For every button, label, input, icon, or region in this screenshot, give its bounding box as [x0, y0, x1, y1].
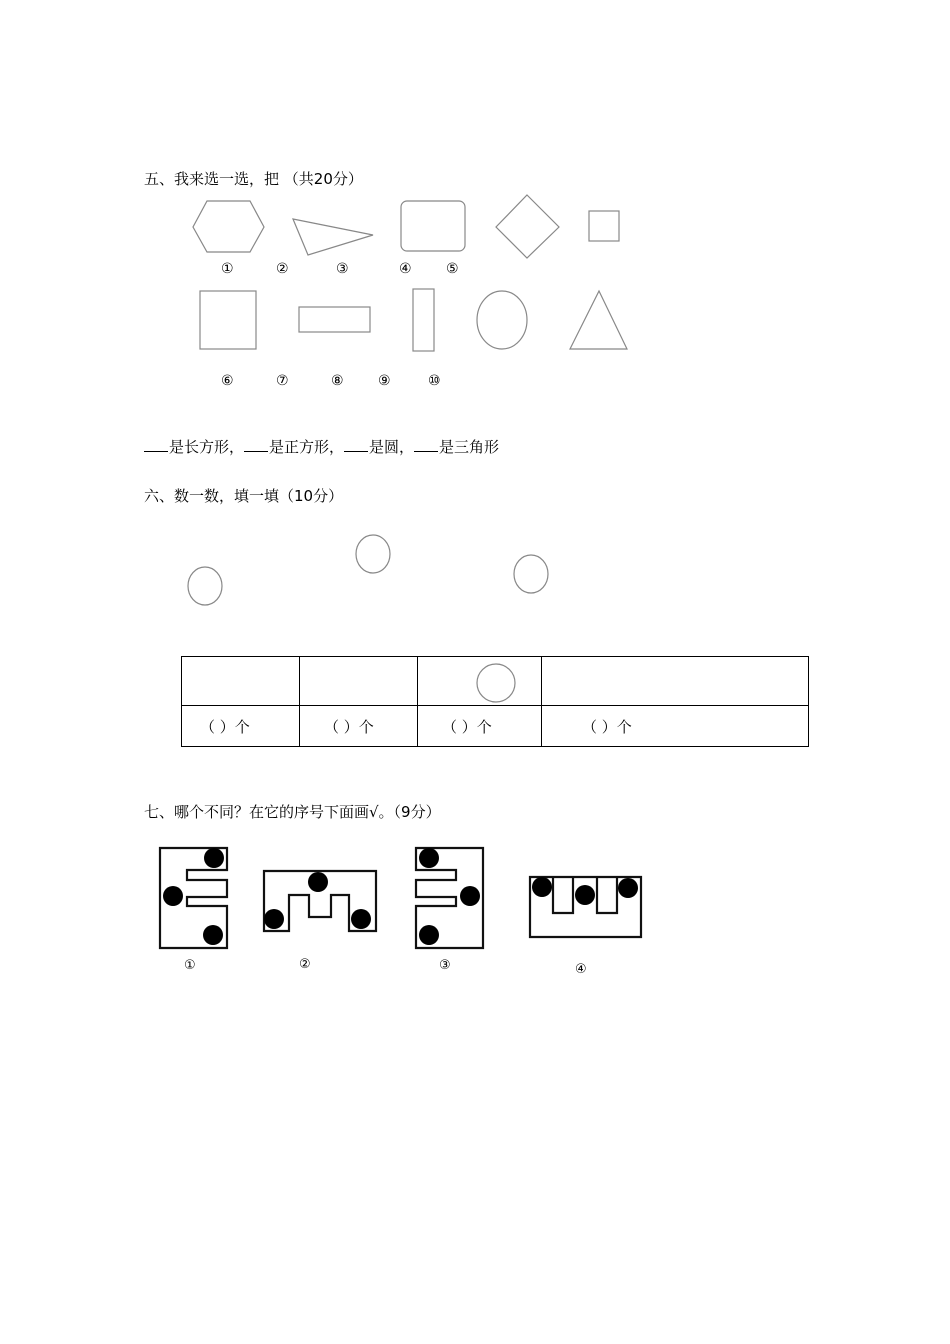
label-2: ② [276, 261, 289, 277]
figure-label-4: ④ [575, 962, 587, 977]
label-3: ③ [336, 261, 349, 277]
label-9: ⑨ [378, 373, 391, 389]
figure-3 [416, 848, 483, 948]
dot-3c [419, 925, 439, 945]
dot-4b [575, 885, 595, 905]
answer-text-circle: 是圆， [369, 438, 415, 456]
answer-cell-2[interactable]: （ ）个 [300, 706, 418, 747]
dot-2c [351, 909, 371, 929]
dot-1b [163, 886, 183, 906]
label-7: ⑦ [276, 373, 289, 389]
dot-4c [618, 878, 638, 898]
answer-text-square: 是正方形， [269, 438, 345, 456]
label-4: ④ [399, 261, 412, 277]
label-10: ⑩ [428, 373, 441, 389]
answer-text-triangle: 是三角形 [439, 438, 500, 456]
figure-1 [160, 848, 227, 948]
dot-1c [203, 925, 223, 945]
answer-text-rectangle: 是长方形， [169, 438, 245, 456]
section-7-title: 七、哪个不同？在它的序号下面画√。（9分） [144, 803, 441, 821]
dot-2a [308, 872, 328, 892]
label-8: ⑧ [331, 373, 344, 389]
figure-4 [530, 877, 641, 937]
figure-2 [264, 871, 376, 931]
label-5: ⑤ [446, 261, 459, 277]
section-6-title: 六、数一数，填一填（10分） [144, 487, 344, 505]
dot-3a [419, 848, 439, 868]
dot-4a [532, 877, 552, 897]
label-1: ① [221, 261, 234, 277]
dot-2b [264, 909, 284, 929]
dot-3b [460, 886, 480, 906]
dot-1a [204, 848, 224, 868]
figure-label-1: ① [184, 958, 196, 973]
figure-label-2: ② [299, 957, 311, 972]
label-6: ⑥ [221, 373, 234, 389]
answer-cell-1[interactable]: （ ）个 [182, 706, 300, 747]
section-5-title: 五、我来选一选，把 （共20分） [144, 170, 363, 188]
answer-cell-3[interactable]: （ ）个 [418, 706, 542, 747]
answer-cell-4[interactable]: （ ）个 [542, 706, 809, 747]
figure-label-3: ③ [439, 958, 451, 973]
